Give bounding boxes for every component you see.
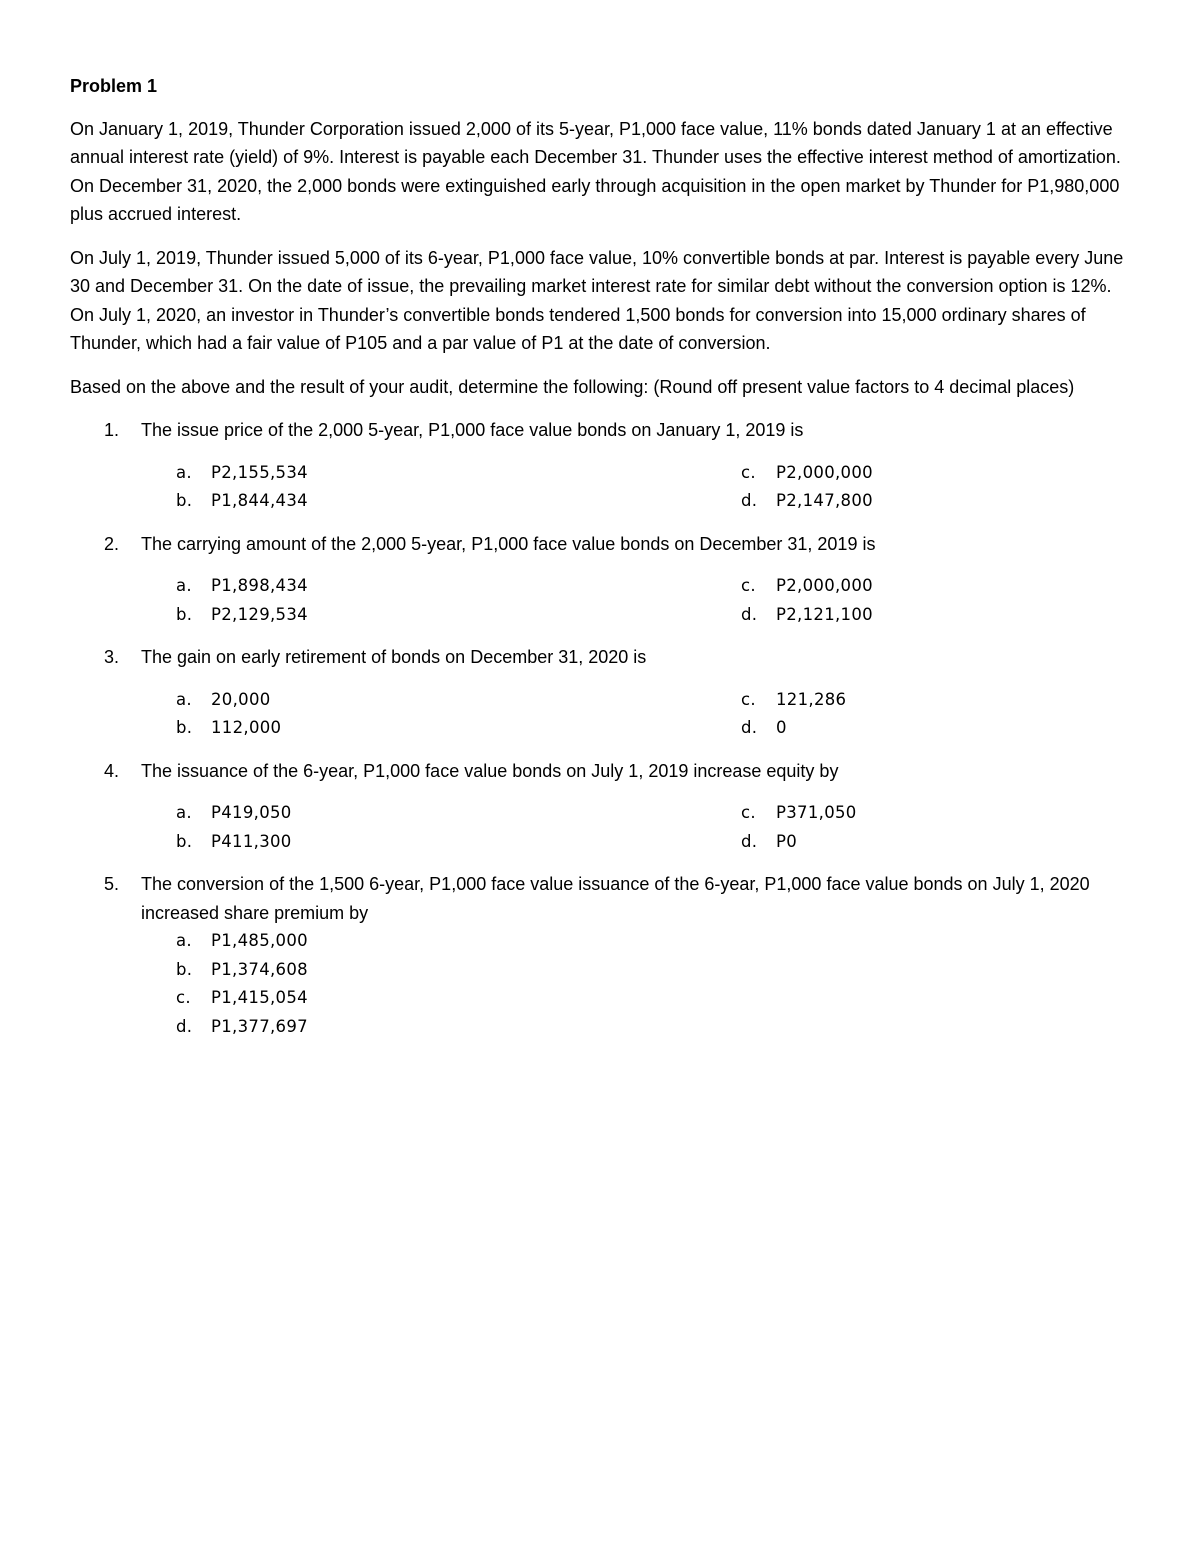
question-2 bbox=[70, 530, 1130, 630]
choice-letter: d. bbox=[741, 491, 758, 510]
choice-d bbox=[176, 1013, 1130, 1042]
choice-letter: c. bbox=[741, 576, 756, 595]
choice-c bbox=[741, 799, 1041, 828]
choice-d bbox=[741, 601, 1041, 630]
choice-letter: b. bbox=[176, 959, 193, 979]
choice-letter: a. bbox=[176, 689, 192, 709]
choice-value: P1,898,434 bbox=[211, 576, 308, 595]
choice-letter: a. bbox=[176, 462, 192, 482]
choice-c bbox=[741, 572, 1041, 601]
choice-value: P2,121,100 bbox=[776, 604, 873, 624]
choice-letter: d. bbox=[176, 1016, 193, 1036]
choice-value: P419,050 bbox=[211, 803, 292, 822]
choice-a bbox=[176, 459, 741, 488]
question-number: 2. bbox=[104, 533, 120, 554]
choice-letter: d. bbox=[741, 718, 758, 737]
question-text: The gain on early retirement of bonds on December 31, 2020 is bbox=[141, 647, 647, 667]
choice-letter: c. bbox=[741, 803, 756, 822]
problem-paragraph-1: On January 1, 2019, Thunder Corporation issued 2,000 of its 5-year, P1,000 face value, 11% bonds dated January 1 at an effective annual interest rate (yield) of 9%. Interest is payable each December 31. Thunder uses the effective interest method of amortization. On December 31, 2020, the 2,000 bonds were extinguished early through acquisition in the open market by Thunder for P1,980,000 plus accrued interest. bbox=[70, 118, 1121, 224]
choice-value: P2,147,800 bbox=[776, 491, 873, 510]
choice-value: P0 bbox=[776, 831, 798, 851]
choice-value: 121,286 bbox=[776, 689, 847, 709]
choice-b bbox=[176, 487, 741, 516]
choice-c bbox=[741, 686, 1041, 715]
choice-letter: b. bbox=[176, 718, 193, 737]
choice-c bbox=[176, 984, 1130, 1013]
choice-value: P2,155,534 bbox=[211, 462, 308, 482]
choice-letter: c. bbox=[741, 462, 756, 482]
choice-b bbox=[176, 714, 741, 743]
choice-value: P1,377,697 bbox=[211, 1016, 308, 1036]
choice-a bbox=[176, 572, 741, 601]
instructions-paragraph: Based on the above and the result of your audit, determine the following: (Round off present value factors to 4 decimal places) bbox=[70, 376, 1075, 397]
choice-letter: b. bbox=[176, 491, 193, 510]
question-text: The conversion of the 1,500 6-year, P1,000 face value issuance of the 6-year, P1,000 face value bonds on July 1, 2020 increased share premium by bbox=[141, 874, 1090, 923]
question-number: 4. bbox=[104, 760, 120, 781]
choice-b bbox=[176, 956, 1130, 985]
question-number: 1. bbox=[104, 420, 120, 440]
choice-a bbox=[176, 927, 1130, 956]
choice-value: P1,374,608 bbox=[211, 959, 308, 979]
choice-value: 20,000 bbox=[211, 689, 271, 709]
choice-value: 0 bbox=[776, 718, 787, 737]
problem-title: Problem 1 bbox=[70, 76, 158, 96]
choice-value: P2,000,000 bbox=[776, 462, 873, 482]
question-text: The issue price of the 2,000 5-year, P1,000 face value bonds on January 1, 2019 is bbox=[141, 420, 804, 440]
answer-choices bbox=[176, 572, 1130, 629]
question-text: The carrying amount of the 2,000 5-year, P1,000 face value bonds on December 31, 2019 is bbox=[141, 533, 876, 554]
question-number: 5. bbox=[104, 874, 120, 894]
choice-d bbox=[741, 828, 1041, 857]
choice-value: P411,300 bbox=[211, 831, 292, 851]
choice-b bbox=[176, 828, 741, 857]
answer-choices bbox=[176, 686, 1130, 743]
choice-letter: a. bbox=[176, 576, 192, 595]
choice-d bbox=[741, 487, 1041, 516]
answer-choices bbox=[176, 459, 1130, 516]
choice-letter: a. bbox=[176, 931, 192, 950]
question-5 bbox=[70, 870, 1130, 1041]
choice-letter: b. bbox=[176, 831, 193, 851]
question-3 bbox=[70, 643, 1130, 743]
choice-value: P1,485,000 bbox=[211, 931, 308, 950]
answer-choices bbox=[176, 927, 1130, 1041]
choice-b bbox=[176, 601, 741, 630]
problem-paragraph-2: On July 1, 2019, Thunder issued 5,000 of its 6-year, P1,000 face value, 10% convertible bonds at par. Interest is payable every June 30 and December 31. On the date of issue, the prevailing market interest rate for similar debt without the conversion option is 12%. On July 1, 2020, an investor in Thunder’s convertible bonds tendered 1,500 bonds for conversion into 15,000 ordinary shares of Thunder, which had a fair value of P105 and a par value of P1 at the date of conversion. bbox=[70, 247, 1124, 353]
document-page bbox=[70, 72, 1130, 1055]
choice-value: P371,050 bbox=[776, 803, 857, 822]
choice-c bbox=[741, 459, 1041, 488]
question-1 bbox=[70, 416, 1130, 516]
choice-value: P2,129,534 bbox=[211, 604, 308, 624]
question-4 bbox=[70, 757, 1130, 857]
choice-value: 112,000 bbox=[211, 718, 282, 737]
choice-letter: c. bbox=[176, 988, 191, 1007]
choice-a bbox=[176, 686, 741, 715]
question-list bbox=[70, 416, 1130, 1041]
choice-letter: d. bbox=[741, 831, 758, 851]
choice-value: P2,000,000 bbox=[776, 576, 873, 595]
choice-letter: b. bbox=[176, 604, 193, 624]
question-text: The issuance of the 6-year, P1,000 face value bonds on July 1, 2019 increase equity by bbox=[141, 760, 839, 781]
answer-choices bbox=[176, 799, 1130, 856]
choice-letter: a. bbox=[176, 803, 192, 822]
choice-d bbox=[741, 714, 1041, 743]
choice-value: P1,415,054 bbox=[211, 988, 308, 1007]
choice-value: P1,844,434 bbox=[211, 491, 308, 510]
question-number: 3. bbox=[104, 647, 120, 667]
choice-letter: d. bbox=[741, 604, 758, 624]
choice-a bbox=[176, 799, 741, 828]
choice-letter: c. bbox=[741, 689, 756, 709]
